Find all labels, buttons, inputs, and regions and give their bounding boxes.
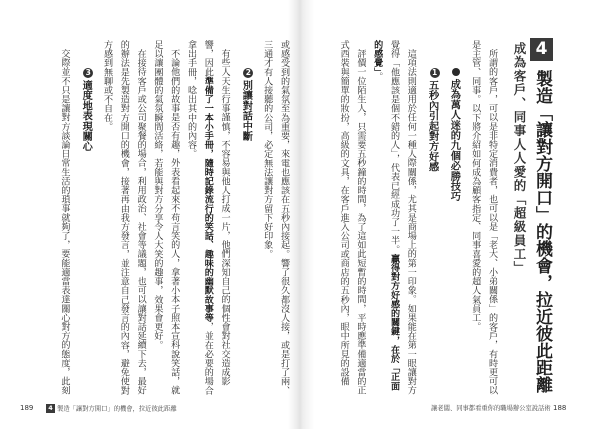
section-heading xyxy=(445,40,462,396)
tip-heading-3-text: 適度地表現關心 xyxy=(80,80,92,152)
tip1-paragraph-1 xyxy=(368,40,418,396)
tip-heading-1 xyxy=(423,40,440,396)
tip-heading-1-text: 五秒內引起對方好感 xyxy=(426,80,438,172)
tip3-paragraph-1: 交際並不只是讓對方談論日常生活的瑣事就夠了，要能適當表達關心對方的態度，此刻 xyxy=(59,49,70,395)
body-text: ，並在必要的場合拿出手冊，唸出其中的內容。 xyxy=(186,40,213,395)
body-text: 有些人天生行事謹慎，不容易與他人打成一片，他們深知自己的個性會對社交造成影響，因此 xyxy=(202,40,230,386)
continued-paragraph: 或感受到的氣氛至為重要，來電也應該在五秒內接起。響了很久都沒人接，或是打了兩、三通才有人接聽的公司，必定無法讓對方留下好印象。 xyxy=(262,40,289,395)
chapter-title: 製造「讓對方開口」的機會，拉近彼此距離 xyxy=(532,70,552,393)
chapter-subtitle: 成為客戶、同事人人愛的「超級員工」 xyxy=(512,42,527,275)
chapter-number-badge: 4 xyxy=(530,38,553,61)
left-page-body xyxy=(42,40,292,396)
chapter-mini-badge: 4 xyxy=(46,404,55,413)
left-running-head-group xyxy=(46,404,177,414)
tip2-paragraph-3: 在接待客戶或公司聚餐的場合，利用政治、社會等議題，也可以讓對話延續下去，最好的辦法是先製造對方開口的機會，接著再由我方發言，並注意自己發言的內容，避免使對方感到無聊或不自在。 xyxy=(102,40,146,395)
right-page-body xyxy=(320,40,500,396)
right-page-number: 188 xyxy=(553,404,567,412)
body-text: 。 xyxy=(372,71,383,81)
tip-heading-2-text: 別讓對話中斷 xyxy=(240,80,252,142)
tip2-paragraph-2: 不論他們的故事是否有趣，外表看起來不苟言笑的人，拿著小本子照本宣科說笑話，就足以讓團體的氣氛瞬間活絡，若能與對方分享令人大笑的趣事，效果會更好。 xyxy=(152,40,180,395)
left-running-head: 製造「讓對方開口」的機會，拉近彼此距離 xyxy=(57,405,177,413)
circled-number-1-icon: 1 xyxy=(430,68,440,78)
bullet-icon xyxy=(452,68,460,76)
section-heading-text: 成為萬人迷的九個必勝技巧 xyxy=(448,79,460,202)
right-running-head: 讓老闆、同事都看重你的職場辦公室說話術 xyxy=(431,405,551,412)
left-page-number: 189 xyxy=(20,404,34,412)
tip2-paragraph-1 xyxy=(182,40,232,396)
tip-heading-2 xyxy=(237,40,254,396)
intro-paragraph: 所謂的客戶，可以是非特定消費者，也可以是「老大、小弟關係」的客戶，有時更可以是主管、同事。以下將介紹如何成為顧客指定、同事喜愛的超人氣員工。 xyxy=(470,40,497,395)
bold-emphasis: 贏得對方好感的關鍵，在於「正面的感覺」 xyxy=(372,40,400,391)
tip1-paragraph-2: 評價一位陌生人，只需要五秒鐘的時間，為了這如此短暫的時間，平時應準備適當的正式西裝與簡單的妝扮，高級的文具，在客戶進入公司或商店的五秒內，眼中所見的設備 xyxy=(338,40,366,395)
circled-number-3-icon: 3 xyxy=(83,68,93,78)
tip-heading-3 xyxy=(76,40,93,396)
bold-emphasis: 準備了一本小手冊，隨時記錄流行的笑話、趣味的幽默故事等 xyxy=(202,76,213,323)
circled-number-2-icon: 2 xyxy=(243,68,253,78)
body-text: 這項法則適用於任何一種人際關係，尤其是商場上的第一印象。如果能在第一眼讓對方覺得「他應該是個不錯的人」，代表已經成功了一半。 xyxy=(389,40,416,395)
